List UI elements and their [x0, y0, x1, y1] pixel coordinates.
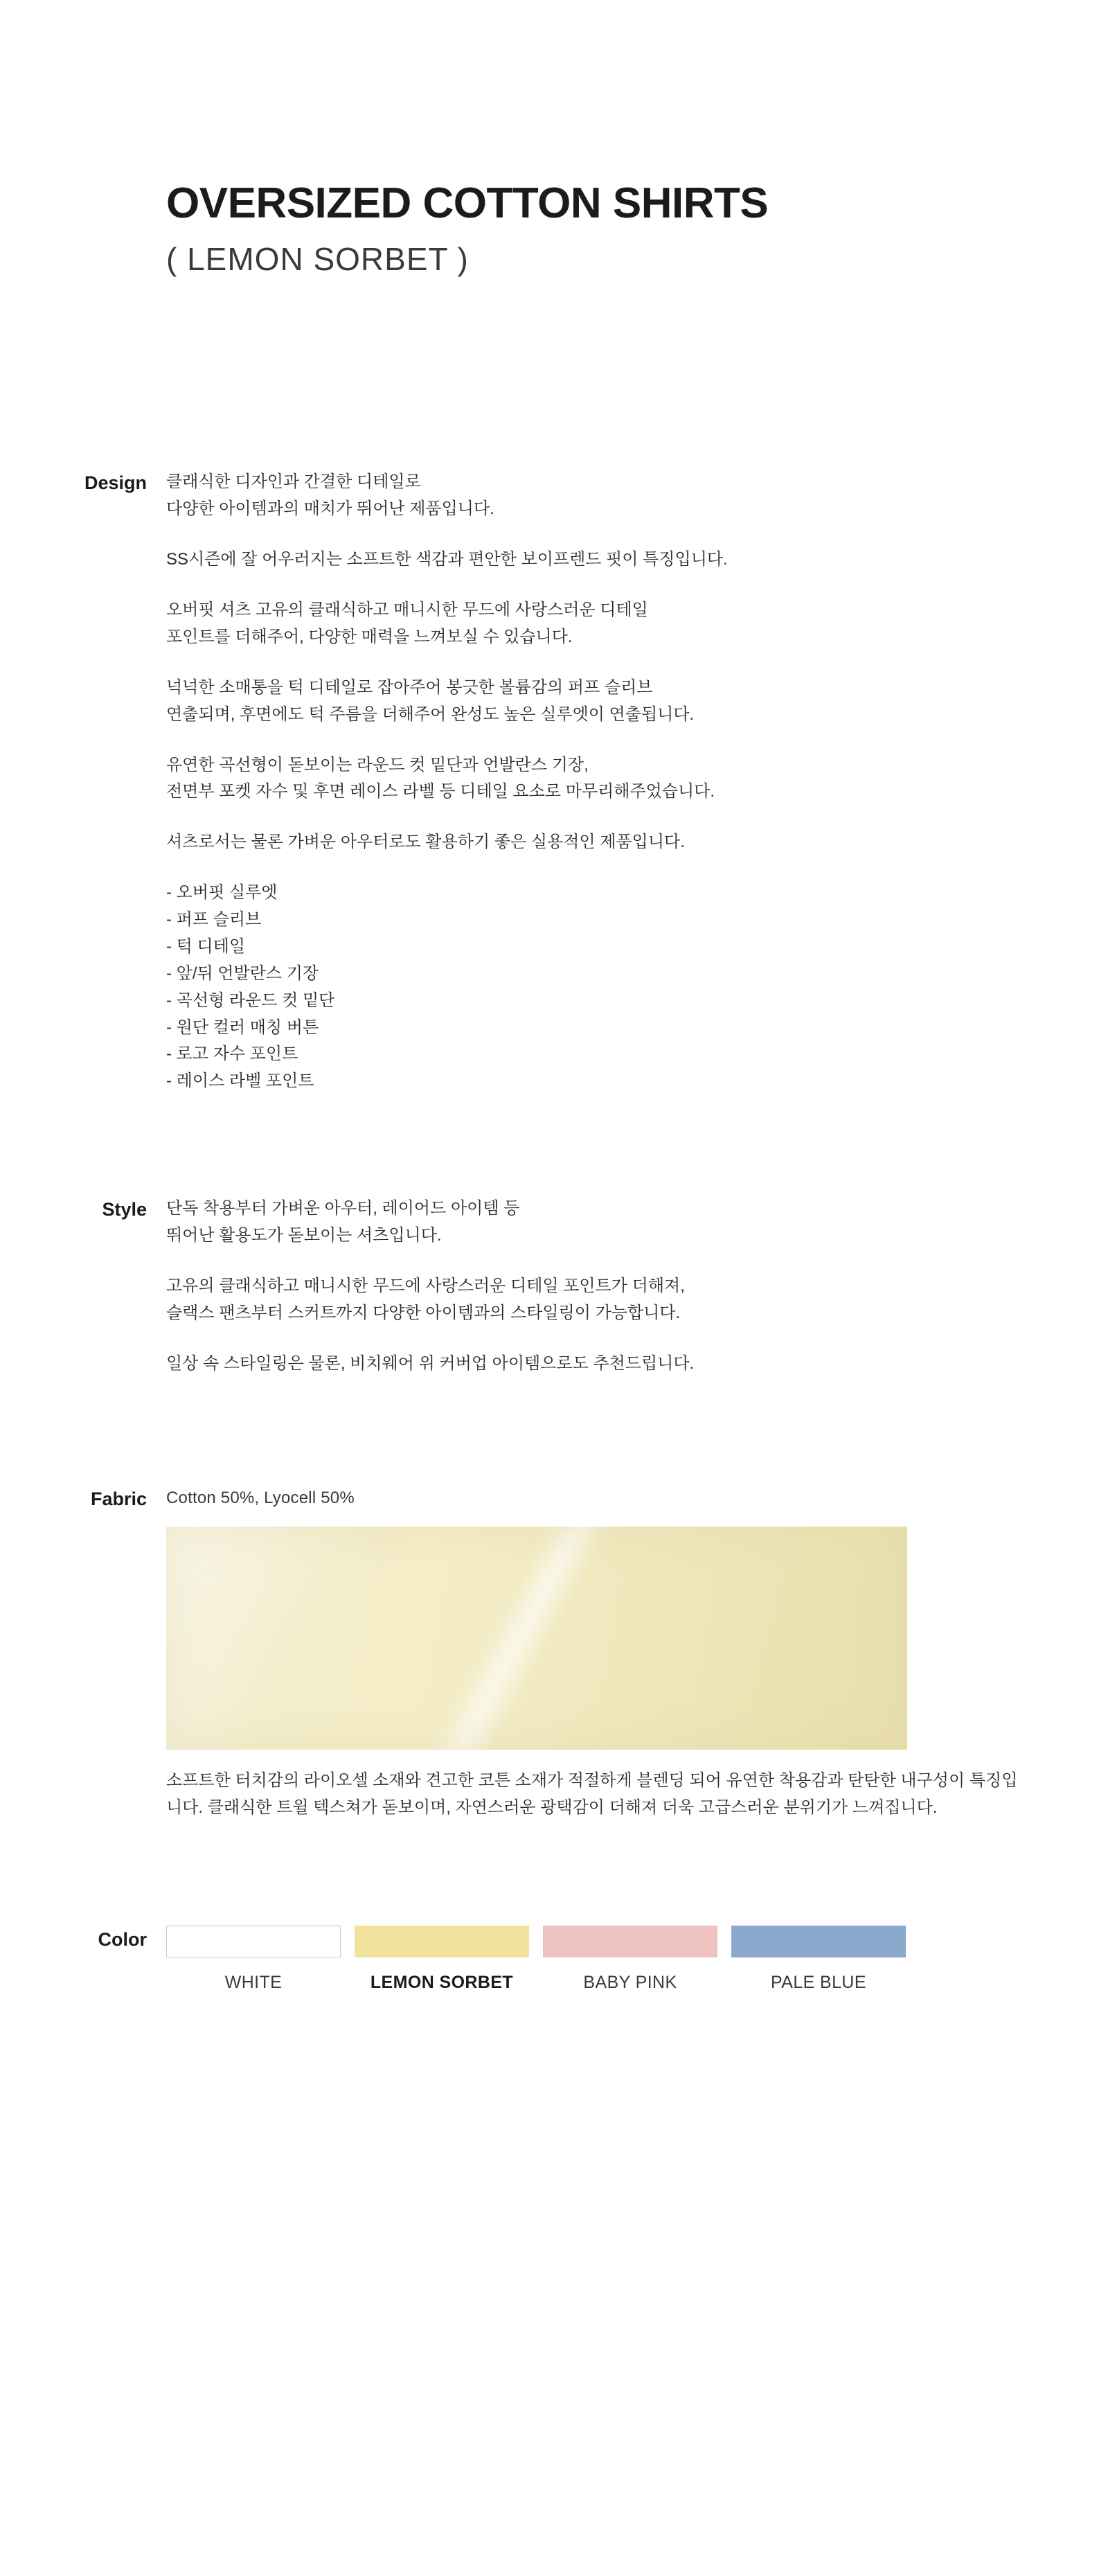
style-label: Style: [102, 1199, 147, 1220]
list-item: - 로고 자수 포인트: [166, 1045, 298, 1064]
style-line: 단독 착용부터 가벼운 아우터, 레이어드 아이템 등: [166, 1199, 520, 1218]
design-paragraph: [166, 597, 1025, 651]
color-option-pale-blue[interactable]: [731, 1926, 906, 1997]
design-label: Design: [84, 472, 147, 494]
design-paragraph: [166, 547, 1025, 574]
design-paragraph: [166, 469, 1025, 523]
color-chip-pale-blue[interactable]: [731, 1926, 906, 1957]
style-line: 고유의 클래식하고 매니시한 무드에 사랑스러운 디테일 포인트가 더해져,: [166, 1276, 685, 1295]
style-paragraph: [166, 1351, 1025, 1378]
color-name-lemon-sorbet: LEMON SORBET: [370, 1973, 514, 1993]
list-item: - 앞/뒤 언발란스 기장: [166, 963, 319, 983]
color-chip-lemon-sorbet[interactable]: [355, 1926, 529, 1957]
list-item: - 턱 디테일: [166, 936, 246, 956]
design-line: 셔츠로서는 물론 가벼운 아우터로도 활용하기 좋은 실용적인 제품입니다.: [166, 833, 685, 852]
list-item: - 퍼프 슬리브: [166, 910, 262, 930]
fabric-description-line: 소프트한 터치감의 라이오셀 소재와 견고한 코튼 소재가 적절하게 블렌딩 되어: [166, 1771, 722, 1791]
color-section: [0, 1926, 1108, 2149]
style-paragraph: [166, 1196, 1025, 1250]
design-line: 다양한 아이템과의 매치가 뛰어난 제품입니다.: [166, 499, 494, 519]
color-label: Color: [98, 1929, 147, 1951]
fabric-section: [0, 1485, 1108, 1822]
design-body: [166, 469, 1025, 1095]
design-feature-list: [166, 880, 1025, 1095]
list-item: - 원단 컬러 매칭 버튼: [166, 1018, 319, 1037]
design-line: 연출되며, 후면에도 턱 주름을 더해주어 완성도 높은 실루엣이 연출됩니다.: [166, 704, 695, 724]
color-body: [166, 1926, 1025, 1997]
color-swatch-row: [166, 1926, 1025, 1997]
fabric-description-line: 자연스러운 광택감이 더해져 더욱 고급스러운 분위기가 느껴집니다.: [455, 1798, 938, 1818]
design-paragraph: [166, 675, 1025, 729]
style-line: 일상 속 스타일링은 물론, 비치웨어 위 커버업 아이템으로도 추천드립니다.: [166, 1353, 695, 1373]
style-section: [0, 1196, 1108, 1377]
color-name-white: WHITE: [224, 1973, 283, 1993]
design-paragraph: [166, 752, 1025, 806]
color-chip-baby-pink[interactable]: [543, 1926, 717, 1957]
title-block: [0, 0, 1108, 278]
color-name-baby-pink: BABY PINK: [583, 1973, 677, 1993]
design-line: 오버핏 셔츠 고유의 클래식하고 매니시한 무드에 사랑스러운 디테일: [166, 601, 648, 620]
list-item: - 레이스 라벨 포인트: [166, 1072, 314, 1091]
style-line: 뛰어난 활용도가 돋보이는 셔츠입니다.: [166, 1226, 442, 1245]
color-option-lemon-sorbet[interactable]: [355, 1926, 529, 1997]
page-title: OVERSIZED COTTON SHIRTS: [166, 179, 769, 227]
design-paragraph: [166, 829, 1025, 856]
color-name-pale-blue: PALE BLUE: [771, 1973, 866, 1993]
color-option-baby-pink[interactable]: [543, 1926, 717, 1997]
color-chip-white[interactable]: [166, 1926, 341, 1957]
design-line: SS시즌에 잘 어우러지는 소프트한 색감과 편안한 보이프렌드 핏이 특징입니다.: [166, 550, 728, 569]
design-line: 넉넉한 소매통을 턱 디테일로 잡아주어 봉긋한 볼륨감의 퍼프 슬리브: [166, 677, 653, 697]
color-option-white[interactable]: [166, 1926, 341, 1997]
page-subtitle: ( LEMON SORBET ): [166, 241, 469, 278]
list-item: - 곡선형 라운드 컷 밑단: [166, 991, 335, 1010]
design-line: 클래식한 디자인과 간결한 디테일로: [166, 472, 421, 492]
design-line: 전면부 포켓 자수 및 후면 레이스 라벨 등 디테일 요소로 마무리해주었습니다.: [166, 782, 715, 801]
style-paragraph: [166, 1273, 1025, 1327]
fabric-body: [166, 1485, 1025, 1822]
fabric-description-line: 유연한 착용감과 탄탄한 내구성이 특징입니다. 클래식한 트윌 텍스쳐가 돋보이며,: [166, 1771, 1018, 1818]
style-body: [166, 1196, 1025, 1377]
fabric-swatch-image: [166, 1527, 907, 1750]
fabric-composition: Cotton 50%, Lyocell 50%: [166, 1488, 355, 1507]
fabric-description: [166, 1768, 1025, 1822]
fabric-label: Fabric: [90, 1488, 147, 1509]
design-section: [0, 469, 1108, 1095]
list-item: - 오버핏 실루엣: [166, 883, 278, 903]
design-line: 포인트를 더해주어, 다양한 매력을 느껴보실 수 있습니다.: [166, 627, 573, 646]
design-line: 유연한 곡선형이 돋보이는 라운드 컷 밑단과 언발란스 기장,: [166, 755, 589, 774]
style-line: 슬랙스 팬츠부터 스커트까지 다양한 아이템과의 스타일링이 가능합니다.: [166, 1303, 681, 1322]
